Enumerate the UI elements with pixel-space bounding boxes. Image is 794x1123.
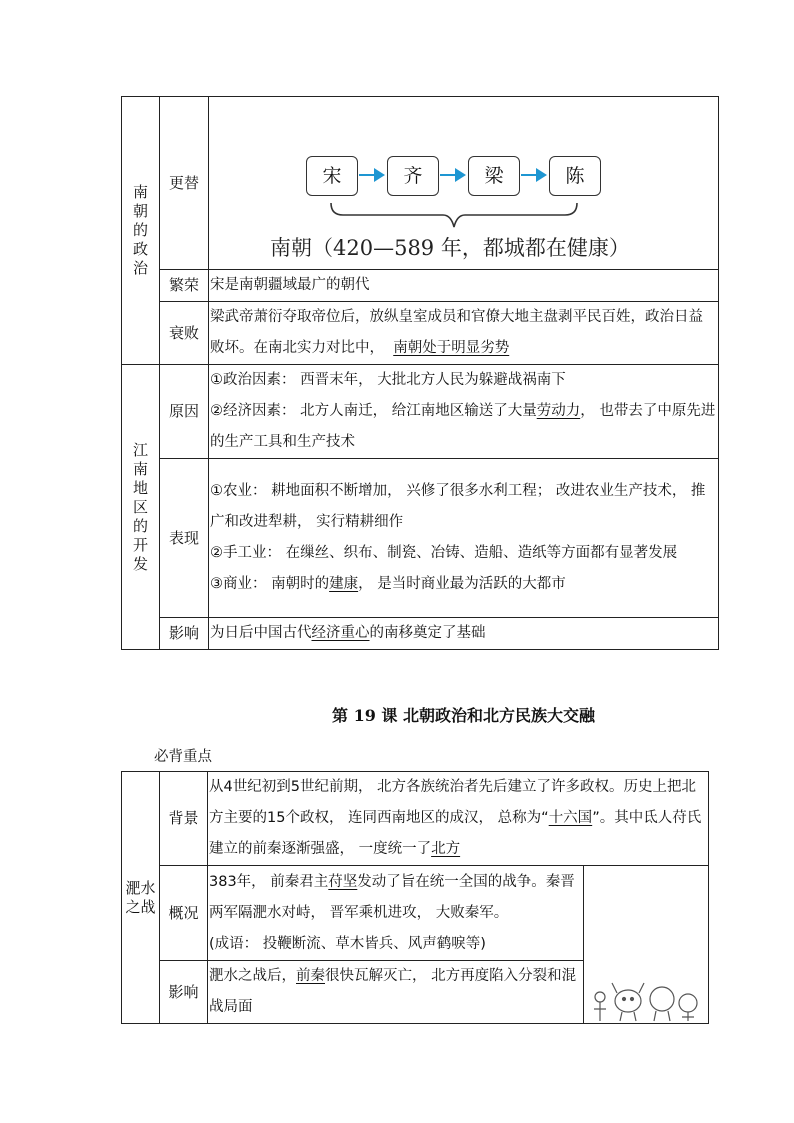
- era-caption: 南朝（420—589 年，都城都在健康）: [270, 236, 630, 260]
- reason-economic-c: ， 也带去了中原先进的生产工具和生产技术: [210, 403, 716, 450]
- commerce-jiankang: 建康: [329, 576, 359, 592]
- performance-handicraft: ②手工业： 在缫丝、织布、制瓷、冶铸、造船、造纸等方面都有显著发展: [210, 545, 678, 561]
- overview-c: 发动了旨在统一全国的战争。秦晋两军隔淝水对峙， 晋军乘机进攻， 大败秦军。: [209, 873, 575, 921]
- overview-main: [209, 867, 581, 929]
- label-decline: 衰败: [160, 302, 209, 365]
- label-reasons: 原因: [160, 365, 209, 459]
- section-southern-politics: [122, 97, 160, 365]
- commerce-c: ， 是当时商业最为活跃的大都市: [358, 576, 566, 592]
- reason-economic-a: ②经济因素： 北方人南迁， 给江南地区输送了大量: [210, 403, 537, 419]
- arrowhead-3: [536, 168, 547, 182]
- reasons-text: [209, 365, 719, 459]
- reason-political: ①政治因素： 西晋末年， 大批北方人民为躲避战祸南下: [210, 372, 566, 388]
- section-southern-politics-label: 南朝的政治: [132, 183, 148, 277]
- decline-text-main: 梁武帝萧衍夺取帝位后，放纵皇室成员和官僚大地主盘剥平民百姓，政治日益败坏。在南北实力对比中，: [210, 309, 703, 356]
- background-sixteen-kingdoms: 十六国: [548, 810, 593, 826]
- reason-economic: [210, 396, 716, 458]
- impact-c: 的南移奠定了基础: [369, 625, 486, 641]
- label-feishui-impact: 影响: [160, 961, 208, 1024]
- feishui-impact-a: 淝水之战后，: [209, 968, 296, 984]
- background-north: 北方: [431, 841, 461, 857]
- impact-economic-center: 经济重心: [311, 625, 370, 641]
- section-feishui: [122, 772, 160, 1024]
- commerce-a: ③商业： 南朝时的: [210, 576, 330, 592]
- dynasty-box-qi: 齐: [387, 156, 439, 196]
- section-jiangnan-development: [122, 365, 160, 650]
- label-overview: 概况: [160, 866, 208, 961]
- overview-idioms: (成语： 投鞭断流、草木皆兵、风声鹤唳等): [209, 935, 486, 952]
- performance-commerce: [210, 569, 716, 600]
- decline-text: [209, 302, 719, 365]
- performance-text: [209, 459, 719, 618]
- dynasty-box-liang: 梁: [468, 156, 520, 196]
- background-c: ”。其中氐人苻氏建立的前秦逐渐强盛， 一度统一了: [209, 810, 702, 857]
- label-impact: 影响: [160, 618, 209, 650]
- impact-a: 为日后中国古代: [210, 625, 312, 641]
- arrowhead-1: [374, 168, 385, 182]
- section-feishui-label: 淝水之战: [125, 878, 156, 916]
- overview-text: [208, 866, 584, 961]
- background-text: [208, 772, 709, 866]
- key-points-label: 必背重点: [154, 749, 212, 765]
- label-prosperity: 繁荣: [160, 270, 209, 302]
- lesson-title: 第 19 课 北朝政治和北方民族大交融: [332, 706, 595, 725]
- decline-text-highlight: 南朝处于明显劣势: [393, 340, 510, 356]
- overview-fujian: 苻坚: [328, 873, 358, 890]
- overview-a: 383年， 前秦君主: [209, 873, 329, 890]
- label-succession: 更替: [160, 97, 209, 270]
- dynasty-box-chen: 陈: [549, 156, 601, 196]
- illustration-cell: [584, 866, 709, 1024]
- dynasty-box-song: 宋: [306, 156, 358, 196]
- feishui-impact-text: [208, 961, 584, 1024]
- reason-economic-labor: 劳动力: [536, 403, 581, 419]
- feishui-battle-table: [121, 771, 709, 1024]
- label-performance: 表现: [160, 459, 209, 618]
- cartoon-figures-illustration: [584, 963, 707, 1023]
- arrowhead-2: [455, 168, 466, 182]
- prosperity-text: 宋是南朝疆域最广的朝代: [209, 270, 719, 302]
- label-background: 背景: [160, 772, 208, 866]
- impact-text: [209, 618, 719, 650]
- performance-agriculture: ①农业： 耕地面积不断增加， 兴修了很多水利工程； 改进农业生产技术， 推广和改进犁耕， 实行精耕细作: [210, 483, 706, 530]
- background-a: 从4世纪初到5世纪前期， 北方各族统治者先后建立了许多政权。历史上把北方主要的15个政权， 连同西南地区的成汉， 总称为“: [209, 779, 697, 826]
- section-jiangnan-label: 江南地区的开发: [132, 440, 148, 573]
- feishui-impact-qianqin: 前秦: [296, 968, 325, 984]
- feishui-impact-c: 很快瓦解灭亡， 北方再度陷入分裂和混战局面: [209, 968, 577, 1015]
- curly-brace: [329, 201, 579, 231]
